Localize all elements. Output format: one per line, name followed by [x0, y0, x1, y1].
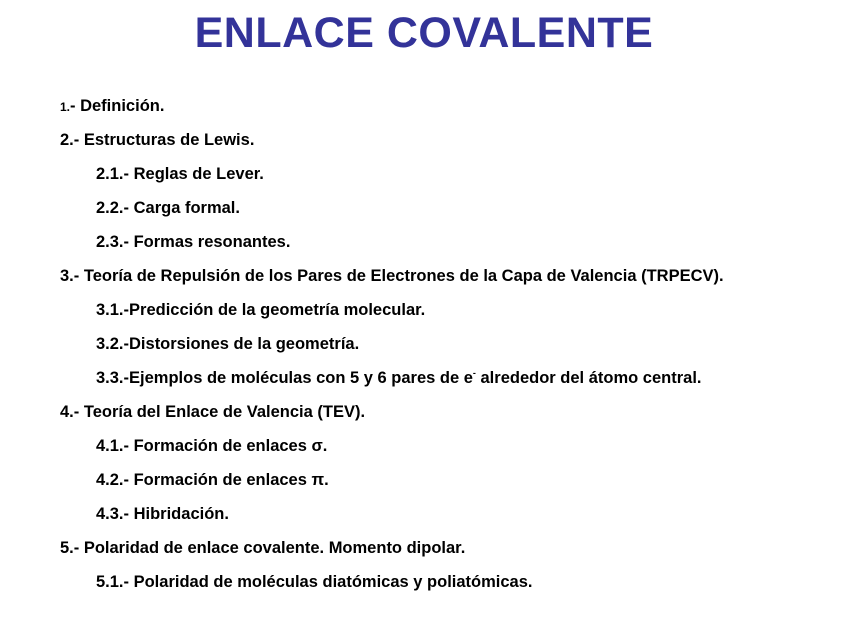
outline-item-2-1: 2.1.- Reglas de Lever.: [96, 165, 264, 183]
outline-item-2-2: 2.2.- Carga formal.: [96, 199, 240, 217]
outline-item-4: 4.- Teoría del Enlace de Valencia (TEV).: [60, 403, 366, 421]
slide-title: ENLACE COVALENTE: [194, 9, 654, 57]
electron-superscript: -: [472, 368, 476, 378]
outline-item-3-2: 3.2.-Distorsiones de la geometría.: [96, 335, 360, 353]
outline-item-4-2: 4.2.- Formación de enlaces π.: [96, 471, 329, 489]
outline-item-2: 2.- Estructuras de Lewis.: [60, 131, 255, 149]
outline-item-4-3: 4.3.- Hibridación.: [96, 505, 229, 523]
outline-item-1: [60, 94, 840, 128]
outline-item-3-3: [60, 366, 840, 400]
outline-item-1-number: 1.: [60, 100, 71, 114]
outline-list: [60, 94, 840, 604]
outline-item-2-3: 2.3.- Formas resonantes.: [96, 233, 291, 251]
outline-item-4-1: 4.1.- Formación de enlaces σ.: [96, 437, 328, 455]
outline-item-3-3-text: 3.3.-Ejemplos de moléculas con 5 y 6 pares de e: [96, 369, 473, 387]
outline-item-5: 5.- Polaridad de enlace covalente. Momento dipolar.: [60, 539, 466, 557]
outline-item-3-3-text-end: alrededor del átomo central.: [475, 369, 702, 387]
outline-item-5-1: 5.1.- Polaridad de moléculas diatómicas y poliatómicas.: [96, 573, 533, 591]
outline-item-1-text: - Definición.: [70, 97, 165, 115]
outline-item-3-1: 3.1.-Predicción de la geometría molecular.: [96, 301, 426, 319]
outline-item-3: 3.- Teoría de Repulsión de los Pares de Electrones de la Capa de Valencia (TRPECV).: [60, 267, 724, 285]
